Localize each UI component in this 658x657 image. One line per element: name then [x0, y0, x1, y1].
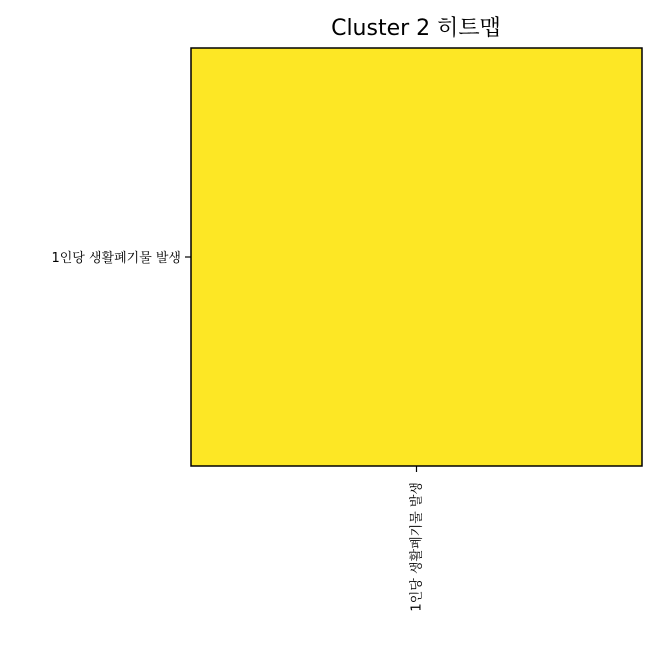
heatmap-cell — [191, 48, 642, 466]
x-axis — [409, 466, 425, 612]
chart-title: Cluster 2 히트맵 — [331, 16, 501, 41]
x-tick-label: 1인당 생활폐기물 발생 — [409, 482, 425, 612]
heatmap-cells — [191, 48, 642, 466]
y-tick-label: 1인당 생활폐기물 발생 — [51, 251, 181, 266]
y-axis — [51, 250, 191, 266]
